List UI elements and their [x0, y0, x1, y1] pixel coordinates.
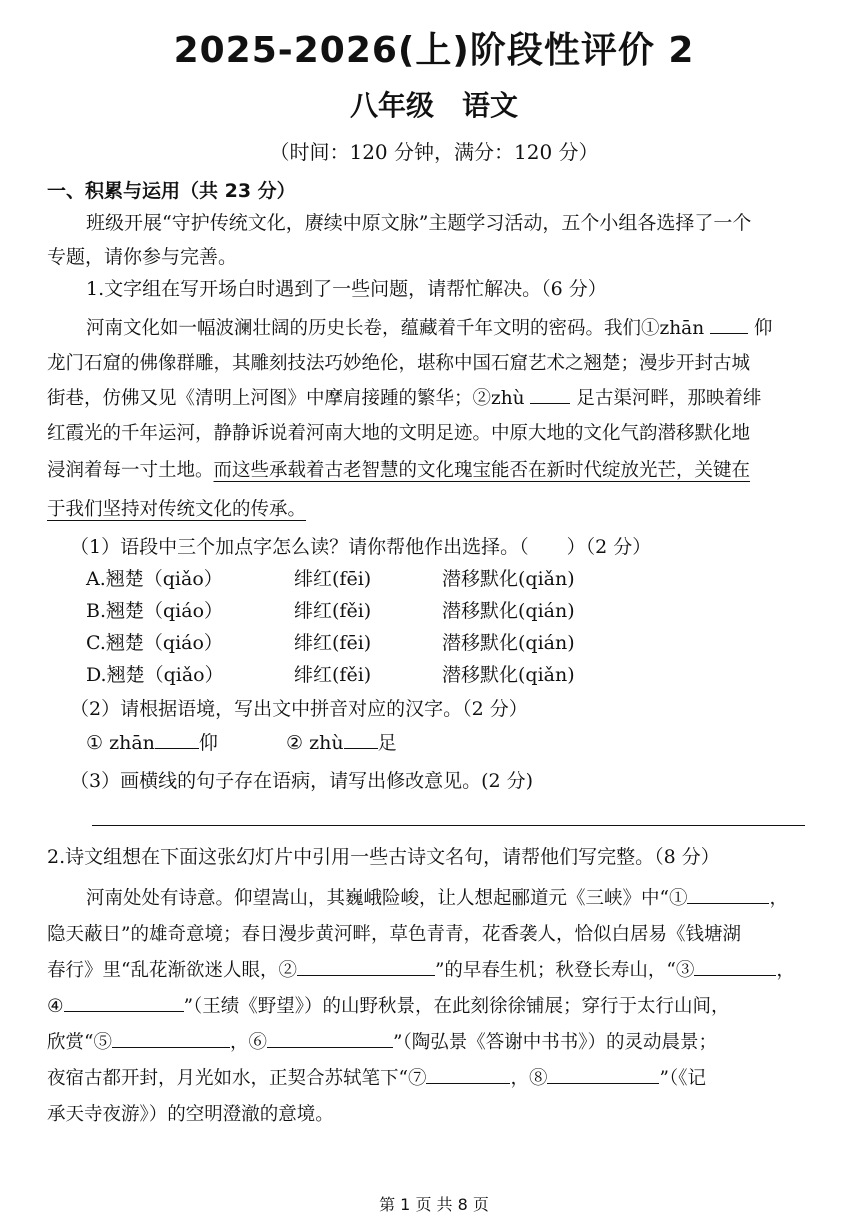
answer-blank[interactable]	[530, 385, 570, 404]
option-b-1[interactable]: B.翘楚（qiáo）	[86, 600, 224, 622]
question-1-stem: 1.文字组在写开场白时遇到了一些问题，请帮忙解决。（6 分）	[86, 278, 607, 300]
sub-question-2: （2）请根据语境，写出文中拼音对应的汉字。（2 分）	[70, 698, 528, 720]
underlined-sentence: 而这些承载着古老智慧的文化瑰宝能否在新时代绽放光芒，关键在	[213, 460, 751, 481]
pinyin-answer-1	[86, 728, 218, 755]
option-d-2: 绯红(fěi)	[294, 664, 372, 686]
passage-line-3	[47, 384, 761, 410]
answer-blank[interactable]	[710, 315, 748, 334]
answer-blank[interactable]	[267, 1029, 393, 1048]
poem-text: ”（王绩《野望》）的山野秋景，在此刻徐徐铺展；穿行于太行山间，	[183, 996, 730, 1017]
pinyin-label: ② zhù	[286, 732, 344, 754]
answer-blank[interactable]	[155, 730, 199, 749]
sub-question-3: （3）画横线的句子存在语病，请写出修改意见。(2 分)	[70, 770, 534, 792]
option-a-1[interactable]: A.翘楚（qiǎo）	[86, 568, 223, 590]
passage-line-5	[47, 456, 750, 482]
passage-line-2: 龙门石窟的佛像群雕，其雕刻技法巧妙绝伦，堪称中国石窟艺术之翘楚；漫步开封古城	[47, 353, 751, 374]
poem-text: ④	[47, 996, 64, 1017]
answer-blank[interactable]	[64, 993, 184, 1012]
option-b-3: 潜移默化(qián)	[442, 600, 575, 622]
answer-blank[interactable]	[547, 1065, 659, 1084]
poem-line-7: 承天寺夜游》）的空明澄澈的意境。	[47, 1104, 334, 1125]
passage-line-4: 红霞光的千年运河，静静诉说着河南大地的文明足迹。中原大地的文化气韵潜移默化地	[47, 423, 751, 444]
poem-text: 欣赏“⑤	[47, 1032, 112, 1053]
passage-text: 浸润着每一寸土地。	[47, 460, 214, 481]
pinyin-label: ① zhān	[86, 732, 155, 754]
pinyin-answer-2	[286, 728, 397, 755]
answer-blank[interactable]	[426, 1065, 510, 1084]
poem-text: ，	[769, 888, 788, 909]
section-heading: 一、积累与运用（共 23 分）	[47, 180, 296, 202]
poem-text: 春行》里“乱花渐欲迷人眼，②	[47, 960, 297, 981]
page-title: 2025-2026(上)阶段性评价 2	[173, 30, 695, 71]
answer-blank[interactable]	[112, 1029, 230, 1048]
option-c-3: 潜移默化(qián)	[442, 632, 575, 654]
answer-blank[interactable]	[687, 885, 769, 904]
poem-text: ”（陶弘景《答谢中书书》）的灵动晨景；	[392, 1032, 717, 1053]
passage-line-1	[86, 314, 772, 340]
poem-line-4	[47, 992, 730, 1018]
answer-blank[interactable]	[297, 957, 435, 976]
passage-text: 河南文化如一幅波澜壮阔的历史长卷，蕴藏着千年文明的密码。我们①zhān	[86, 318, 705, 339]
answer-line[interactable]	[92, 825, 805, 826]
page-footer: 第 1 页 共 8 页	[379, 1195, 489, 1214]
poem-text: ”的早春生机；秋登长寿山，“③	[434, 960, 695, 981]
answer-blank[interactable]	[344, 730, 378, 749]
underlined-sentence-end: 于我们坚持对传统文化的传承。	[47, 499, 307, 520]
poem-line-1	[86, 884, 788, 910]
option-a-3: 潜移默化(qiǎn)	[442, 568, 575, 590]
intro-line-1: 班级开展“守护传统文化，赓续中原文脉”主题学习活动，五个小组各选择了一个	[86, 212, 752, 234]
option-b-2: 绯红(fěi)	[294, 600, 372, 622]
option-c-2: 绯红(fēi)	[294, 632, 372, 654]
option-d-1[interactable]: D.翘楚（qiǎo）	[86, 664, 224, 686]
answer-blank[interactable]	[694, 957, 776, 976]
poem-line-6	[47, 1064, 706, 1090]
exam-info: （时间：120 分钟，满分：120 分）	[269, 140, 599, 164]
passage-text: 足古渠河畔，那映着绯	[576, 388, 762, 409]
sub-question-1: （1）语段中三个加点字怎么读？请你帮他作出选择。（ ）（2 分）	[70, 536, 652, 558]
poem-text: ，⑥	[229, 1032, 267, 1053]
poem-text: 夜宿古都开封，月光如水，正契合苏轼笔下“⑦	[47, 1068, 427, 1089]
poem-text: ”（《记	[659, 1068, 706, 1089]
poem-text: 河南处处有诗意。仰望嵩山，其巍峨险峻，让人想起郦道元《三峡》中“①	[86, 888, 688, 909]
option-a-2: 绯红(fēi)	[294, 568, 372, 590]
pinyin-label: 仰	[198, 732, 218, 754]
page-subtitle: 八年级 语文	[349, 89, 518, 122]
option-c-1[interactable]: C.翘楚（qiáo）	[86, 632, 223, 654]
question-2-stem: 2.诗文组想在下面这张幻灯片中引用一些古诗文名句，请帮他们写完整。（8 分）	[47, 846, 720, 868]
passage-text: 仰	[753, 318, 773, 339]
poem-line-2: 隐天蔽日”的雄奇意境；春日漫步黄河畔，草色青青，花香袭人，恰似白居易《钱塘湖	[47, 924, 741, 945]
intro-line-2: 专题，请你参与完善。	[47, 246, 238, 268]
poem-text: ，	[776, 960, 795, 981]
poem-line-3	[47, 956, 795, 982]
poem-text: ，⑧	[510, 1068, 548, 1089]
pinyin-label: 足	[377, 732, 397, 754]
option-d-3: 潜移默化(qiǎn)	[442, 664, 575, 686]
passage-text: 街巷，仿佛又见《清明上河图》中摩肩接踵的繁华；②zhù	[47, 388, 525, 409]
poem-line-5	[47, 1028, 717, 1054]
